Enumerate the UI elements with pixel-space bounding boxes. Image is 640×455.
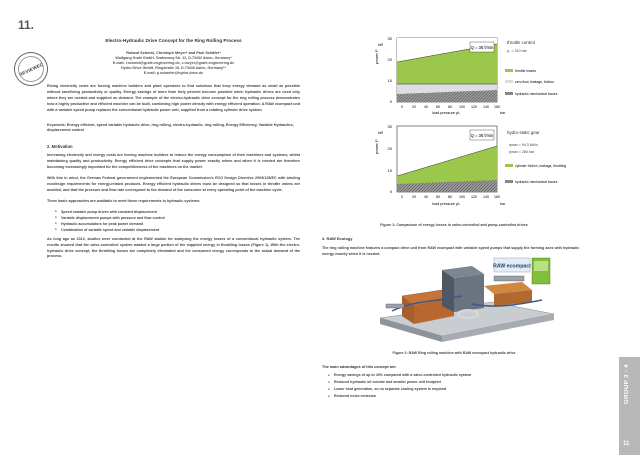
- svg-text:100: 100: [459, 195, 465, 199]
- x-unit-bottom: bar: [500, 202, 506, 206]
- svg-text:60: 60: [436, 105, 440, 109]
- motivation-bullets: [55, 209, 300, 233]
- svg-text:120: 120: [471, 195, 477, 199]
- svg-text:10: 10: [387, 78, 392, 83]
- svg-text:40: 40: [424, 195, 428, 199]
- motivation-paragraph-3: Three basic approaches are available to meet these requirements in hydraulic systems:: [47, 198, 201, 203]
- reviewed-badge-text: REVIEWED: [17, 61, 45, 77]
- bottom-panel-label: hydro-static gear: [507, 130, 540, 135]
- keywords: Keywords: Energy efficient, speed variable hydraulic drive, ring rolling, electro-hydraulic, ring rolling, Energy Efficiency, Variable Hydraulics, displacement control: [47, 122, 294, 133]
- svg-text:20: 20: [387, 146, 392, 151]
- list-item: ■ Energy savings of up to 40% compared with a valve-controlled hydraulic system: [328, 372, 471, 379]
- y-axis-label-bottom: power P: [374, 139, 379, 154]
- figure-1-caption: Figure 1: Comparison of energy losses in valve-controlled and pump-controlled drives: [380, 223, 528, 227]
- q-label-top: Q = 38 l/min: [470, 45, 494, 50]
- y-unit-top: kW: [378, 43, 384, 47]
- legend-cylinder-friction: cylinder friction, leakage, throttling: [515, 164, 567, 168]
- group-label: GROUP 3 - 4: [624, 364, 630, 404]
- svg-text:140: 140: [483, 105, 489, 109]
- figure-2-caption: Figure 2: RAW Ring rolling machine with RAW ecompact hydraulic drive: [392, 351, 516, 355]
- affiliation-2: E-mail: r.schmid@grafe-engineering.de, c.meyer@grafe-engineering.de: [112, 61, 235, 65]
- svg-text:10: 10: [387, 168, 392, 173]
- affiliation-3: Hydro Drive GmbH, Ringstraße 18, D-73430 Aalen, Germany**: [121, 66, 226, 70]
- x-axis-label-bottom: load pressure pL: [432, 202, 461, 206]
- page-number: 11: [623, 441, 630, 447]
- bottom-panel: [374, 124, 566, 206]
- svg-text:20: 20: [387, 57, 392, 62]
- svg-text:20: 20: [412, 105, 416, 109]
- list-item: ■ Variable displacement pumps with pressure and flow control: [55, 215, 300, 221]
- advantages-title: The main advantages of this concept are:: [322, 365, 397, 369]
- svg-text:120: 120: [471, 105, 477, 109]
- side-tab: [619, 357, 640, 455]
- svg-text:160: 160: [494, 105, 500, 109]
- section-3-text: The ring rolling machine features a compact drive unit from RAW ecompact with variable speed pumps that supply the forming axes with hydraulic energy exactly when it is needed.: [322, 246, 580, 256]
- svg-text:80: 80: [448, 105, 452, 109]
- machine-render-image: [372, 256, 560, 348]
- q-label-bottom: Q = 38 l/min: [470, 133, 494, 138]
- motivation-paragraph-2: With this in mind, the German Federal government implemented the European Commission's ECO Design Directive 2009/125/EC with binding ecodesign requirements for energy-related products. Energy efficient hydraulic drives must be designed so that losses in throttle valves are avoided, and that the pressure and flow rate correspond to the demand of the consumer at every operating point of the machine cycle.: [47, 176, 300, 192]
- list-item: ■ Reduced noise emission: [328, 393, 471, 400]
- legend-hydraulic-mech-bottom: hydraulic-mechanical losses: [515, 180, 558, 184]
- article-authors: Roland Schmid, Christoph Meyer* and Paul Schäfer*: [126, 51, 221, 55]
- top-panel-sub: p₀ = 310 bar: [507, 49, 527, 53]
- x-unit-top: bar: [500, 111, 506, 115]
- top-panel-label: throttle control: [507, 40, 535, 45]
- bottom-panel-sub: ηmax = 94,3 kW/s: [509, 143, 538, 147]
- abstract: Rising electricity costs are forcing machine builders and plant operators to find solutions that keep energy demand as small as possible without sacrificing productivity or quality. Energy savings of more than forty percent become possible when hydraulic drives are used only where they are needed and supplied on demand. The example of the electro-hydraulic drive concept for the ring rolling process demonstrates how a highly productive and efficient machine can be built, combining high power density with energy efficient operation. A RAW ecompact unit with a variable speed pump replaces the conventional hydraulic power unit, supplied from a rotating cylinder drive system.: [47, 84, 300, 112]
- svg-text:20: 20: [412, 195, 416, 199]
- legend-hydraulic-mech-top: hydraulic-mechanical losses: [515, 92, 558, 96]
- svg-text:0: 0: [389, 99, 392, 104]
- motivation-paragraph-4: As long ago as 2012, studies were conducted at the RAW station for analysing the energy losses of a conventional hydraulic system. The results showed that the valve-controlled system wasted a large portion of the supplied energy in throttling losses (Figure 1). With the electro-hydraulic drive concept, the throttling losses are completely eliminated and the consumed energy corresponds to the actual demand of the process.: [47, 236, 300, 259]
- affiliation-1: Wolfgang Grafe GmbH, Grafenweg Str. 12, D-73432 Aalen, Germany*: [115, 56, 232, 60]
- motivation-heading: 2. Motivation: [47, 144, 73, 150]
- svg-text:40: 40: [424, 105, 428, 109]
- top-panel: [374, 36, 558, 115]
- svg-text:30: 30: [387, 124, 392, 129]
- section-3-heading: 3. RAW Ecology: [322, 236, 353, 241]
- list-item: ■ Combination of variable speed and variable displacement: [55, 227, 300, 233]
- svg-text:0: 0: [401, 105, 403, 109]
- left-column: [47, 38, 300, 260]
- list-item: ■ Hydraulic accumulators for peak power demand: [55, 221, 300, 227]
- svg-text:80: 80: [448, 195, 452, 199]
- figure-1-chart: [372, 34, 577, 224]
- raw-ecompact-badge-text: RAW ecompact: [493, 263, 531, 270]
- list-item: ■ Reduced hydraulic oil volume and smaller power unit footprint: [328, 379, 471, 386]
- svg-text:100: 100: [459, 105, 465, 109]
- article-title: Electro-Hydraulic Drive Concept for the Ring Rolling Process: [105, 38, 242, 43]
- author-email: E-mail: p.schaefer@hydro-drive.de: [143, 71, 204, 75]
- svg-text:0: 0: [401, 195, 403, 199]
- svg-text:30: 30: [387, 36, 392, 41]
- legend-zero-flow: zero flow, leakage, friction: [515, 80, 555, 84]
- legend-throttle: throttle losses: [515, 69, 536, 73]
- y-unit-bottom: kW: [378, 131, 384, 135]
- svg-text:140: 140: [483, 195, 489, 199]
- list-item: ■ Speed variable pump drives with constant displacement: [55, 209, 300, 215]
- list-item: ■ Lower heat generation, so no separate cooling system is required: [328, 386, 471, 393]
- x-axis-label-top: load pressure pL: [432, 111, 461, 115]
- svg-text:160: 160: [494, 195, 500, 199]
- svg-text:60: 60: [436, 195, 440, 199]
- chapter-number: 11.: [18, 18, 35, 32]
- motivation-paragraph-1: Increasing electricity and energy costs are forcing machine builders to reduce the energy consumption of their machines and systems, whilst maintaining quality and productivity. Energy efficient drive concepts that supply power exactly where and when it is needed are therefore becoming increasingly important for the competitiveness of the machines on the market.: [47, 153, 300, 170]
- y-axis-label-top: power P: [374, 49, 379, 64]
- bottom-panel-sub2: pmax = 280 bar: [509, 150, 535, 154]
- advantages-list: [328, 372, 471, 400]
- svg-text:0: 0: [389, 189, 392, 194]
